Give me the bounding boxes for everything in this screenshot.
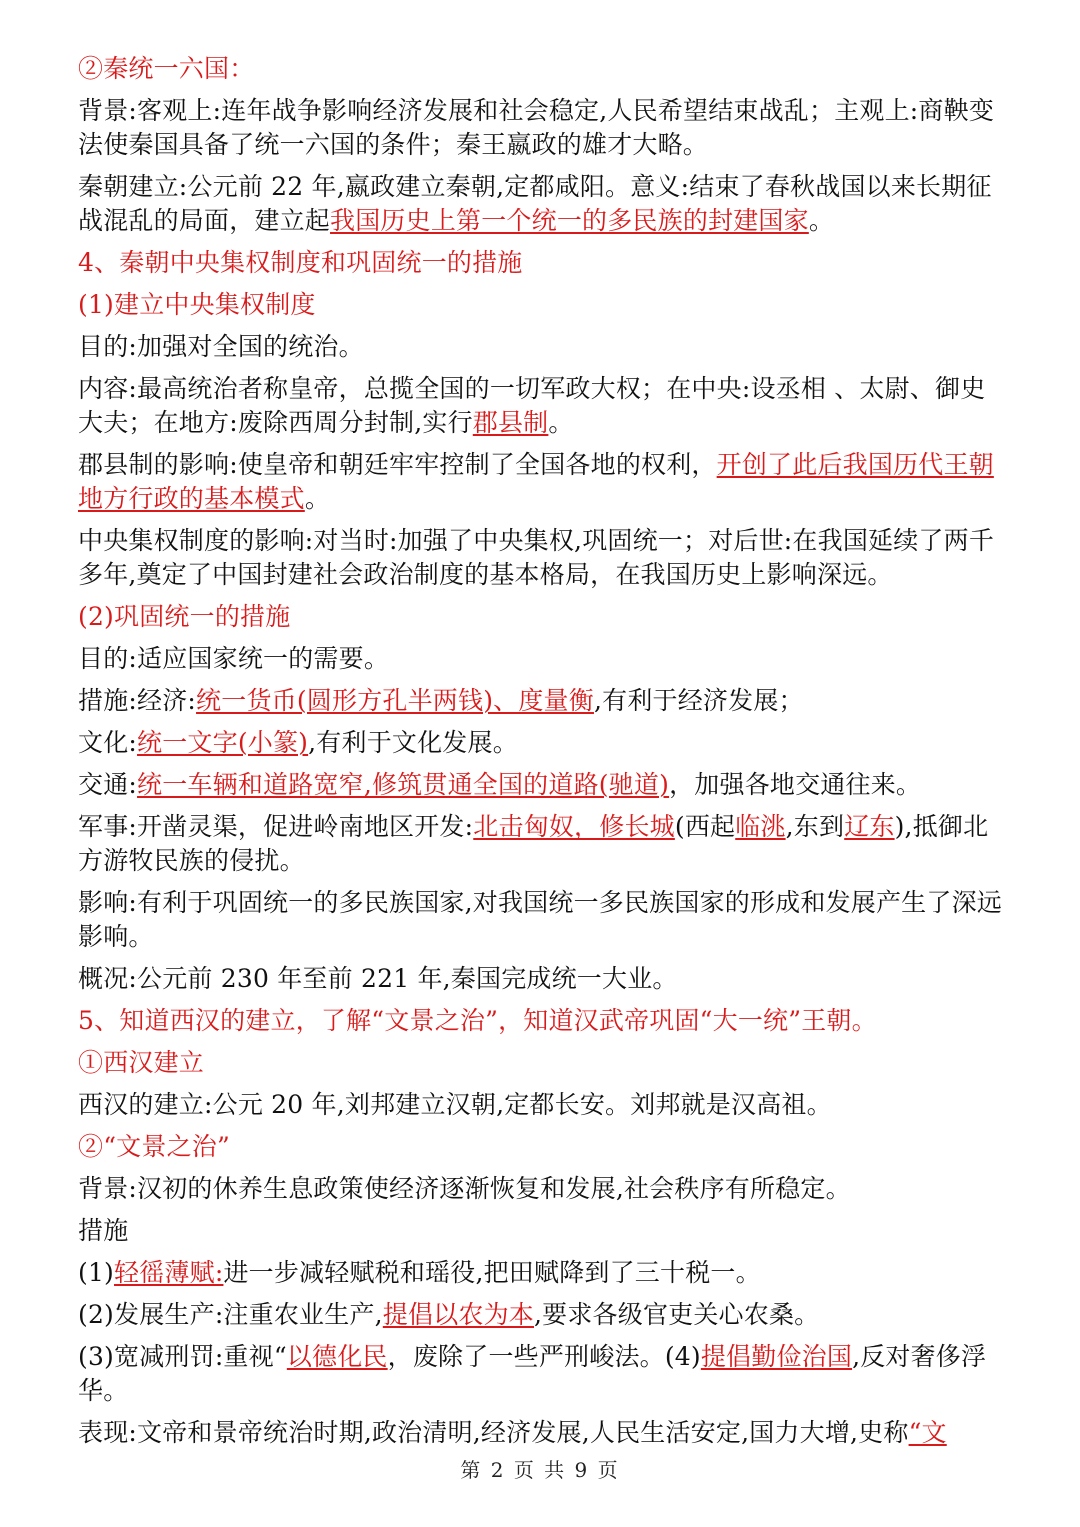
text-run: (3)宽减刑罚:重视“	[78, 1342, 287, 1371]
paragraph	[78, 1088, 1008, 1122]
text-run: ,要求各级官吏关心农桑。	[534, 1300, 820, 1329]
paragraph	[78, 726, 1008, 760]
text-run: ,有利于文化发展。	[308, 728, 518, 757]
section-heading	[78, 600, 1008, 634]
text-run: 背景:汉初的休养生息政策使经济逐渐恢复和发展,社会秩序有所稳定。	[78, 1174, 851, 1203]
key-point-highlight: “文	[908, 1418, 947, 1447]
key-point-highlight: 统一车辆和道路宽窄,修筑贯通全国的道路(驰道)	[137, 770, 670, 799]
key-point-highlight: 我国历史上第一个统一的多民族的封建国家	[330, 206, 809, 235]
key-point-highlight: 统一货币(圆形方孔半两钱)、度量衡	[196, 686, 594, 715]
text-run: 措施:经济:	[78, 686, 197, 715]
text-run: 秦朝建立:公元前 22 年,嬴政建立秦朝,定都咸阳。意义:结束了春秋战国以来长期征战混乱的局面，建立起	[78, 172, 992, 235]
text-run: 。	[304, 484, 331, 513]
text-run: (2)发展生产:注重农业生产,	[78, 1300, 383, 1329]
text-run: 背景:客观上:连年战争影响经济发展和社会稳定,人民希望结束战乱；主观上:商鞅变法使秦国具备了统一六国的条件；秦王嬴政的雄才大略。	[78, 96, 995, 159]
text-run: 措施	[78, 1216, 129, 1245]
paragraph	[78, 962, 1008, 996]
paragraph	[78, 330, 1008, 364]
key-point-highlight: 轻徭薄赋:	[114, 1258, 224, 1287]
paragraph	[78, 810, 1008, 878]
paragraph	[78, 94, 1008, 162]
key-point-highlight: 郡县制	[472, 408, 549, 437]
text-run: ②秦统一六国：	[78, 54, 255, 83]
text-run: ,反对奢侈浮华。	[78, 1342, 987, 1405]
key-point-highlight: 统一文字(小篆)	[137, 728, 309, 757]
text-run: 军事:开凿灵渠，促进岭南地区开发:	[78, 812, 474, 841]
text-run: 。	[808, 206, 835, 235]
text-run: 交通:	[78, 770, 138, 799]
document-page	[78, 52, 1008, 1458]
section-heading	[78, 1046, 1008, 1080]
text-run: 目的:适应国家统一的需要。	[78, 644, 390, 673]
text-run: ②“文景之治”	[78, 1132, 230, 1161]
paragraph	[78, 1298, 1008, 1332]
text-run: (西起	[674, 812, 736, 841]
section-heading	[78, 1004, 1008, 1038]
paragraph	[78, 1340, 1008, 1408]
text-run: 中央集权制度的影响:对当时:加强了中央集权,巩固统一；对后世:在我国延续了两千多年,奠定了中国封建社会政治制度的基本格局，在我国历史上影响深远。	[78, 526, 995, 589]
text-run: (1)	[78, 1258, 115, 1287]
text-run: ,有利于经济发展；	[593, 686, 804, 715]
text-run: 概况:公元前 230 年至前 221 年,秦国完成统一大业。	[78, 964, 678, 993]
key-point-highlight: 提倡以农为本	[382, 1300, 534, 1329]
paragraph	[78, 768, 1008, 802]
key-point-highlight: 临洮	[735, 812, 786, 841]
section-heading	[78, 246, 1008, 280]
text-run: 郡县制的影响:使皇帝和朝廷牢牢控制了全国各地的权利，	[78, 450, 717, 479]
paragraph	[78, 642, 1008, 676]
key-point-highlight: 北击匈奴，修长城	[473, 812, 675, 841]
text-run: 目的:加强对全国的统治。	[78, 332, 364, 361]
paragraph	[78, 1256, 1008, 1290]
key-point-highlight: 提倡勤俭治国	[700, 1342, 853, 1371]
paragraph	[78, 1416, 1008, 1450]
text-run: 西汉的建立:公元 20 年,刘邦建立汉朝,定都长安。刘邦就是汉高祖。	[78, 1090, 832, 1119]
key-point-highlight: 以德化民	[286, 1342, 388, 1371]
paragraph	[78, 448, 1008, 516]
paragraph	[78, 1214, 1008, 1248]
paragraph	[78, 886, 1008, 954]
paragraph	[78, 1172, 1008, 1206]
section-heading	[78, 288, 1008, 322]
text-run: ①西汉建立	[78, 1048, 205, 1077]
text-run: 进一步减轻赋税和瑶役,把田赋降到了三十税一。	[223, 1258, 761, 1287]
text-run: (2)巩固统一的措施	[78, 602, 291, 631]
text-run: (1)建立中央集权制度	[78, 290, 316, 319]
key-point-highlight: 辽东	[844, 812, 895, 841]
page-number-footer: 第 2 页 共 9 页	[460, 1458, 620, 1482]
paragraph	[78, 372, 1008, 440]
text-run: 。	[548, 408, 574, 437]
text-run: 4、秦朝中央集权制度和巩固统一的措施	[78, 248, 523, 277]
section-heading	[78, 52, 1008, 86]
paragraph	[78, 684, 1008, 718]
text-run: 文化:	[78, 728, 138, 757]
text-run: ,东到	[785, 812, 845, 841]
text-run: ，废除了一些严刑峻法。(4)	[387, 1342, 701, 1371]
paragraph	[78, 170, 1008, 238]
text-run: 5、知道西汉的建立，了解“文景之治”，知道汉武帝巩固“大一统”王朝。	[78, 1006, 877, 1035]
section-heading	[78, 1130, 1008, 1164]
text-run: 影响:有利于巩固统一的多民族国家,对我国统一多民族国家的形成和发展产生了深远影响。	[78, 888, 1002, 951]
text-run: ),抵御北方游牧民族的侵扰。	[78, 812, 989, 875]
text-run: 内容:最高统治者称皇帝，总揽全国的一切军政大权；在中央:设丞相 、太尉、御史大夫；在地方:废除西周分封制,实行	[78, 374, 986, 437]
text-run: 表现:文帝和景帝统治时期,政治清明,经济发展,人民生活安定,国力大增,史称	[78, 1418, 909, 1447]
text-run: ，加强各地交通往来。	[669, 770, 922, 799]
paragraph	[78, 524, 1008, 592]
key-point-highlight: 开创了此后我国历代王朝地方行政的基本模式	[78, 450, 994, 513]
